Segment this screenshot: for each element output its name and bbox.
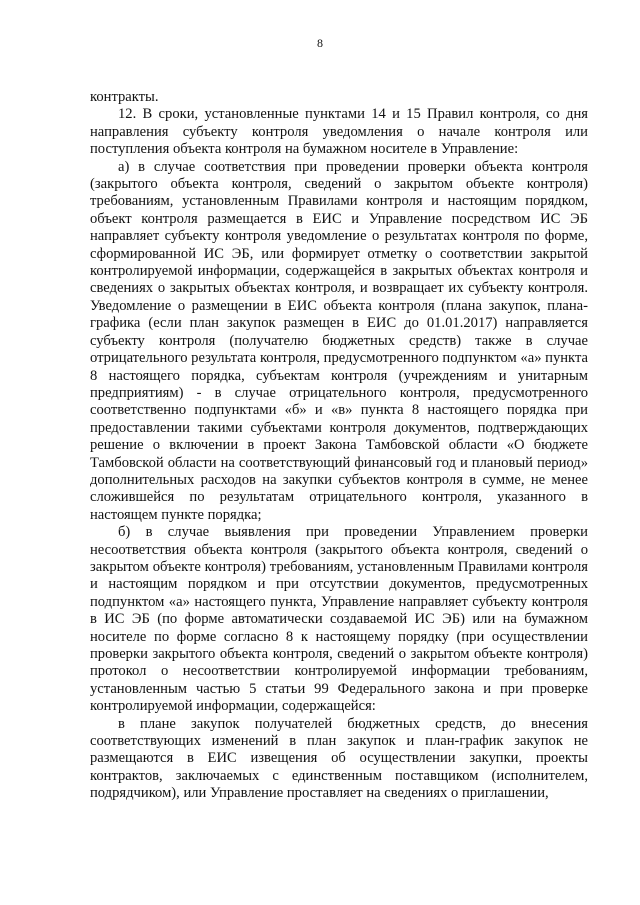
paragraph-subitem-b: б) в случае выявления при проведении Управлением проверки несоответствия объекта контроля (закрытого объекта контроля, сведений о закрытом объекте контроля) требованиям, установленным Правилами контроля и настоящим порядком и при отсутствии документов, предусмотренных подпунктом «а» настоящего пункта, Управление направляет субъекту контроля в ИС ЭБ (по форме автоматически создаваемой ИС ЭБ) или на бумажном носителе по форме согласно 8 к настоящему порядку (при осуществлении проверки закрытого объекта контроля, сведений о закрытом объекте контроля) протокол о несоответствии контролируемой информации требованиям, установленным частью 5 статьи 99 Федерального закона и при проверке контролируемой информации, содержащейся:: [90, 524, 588, 715]
document-body: [90, 89, 588, 803]
paragraph-subitem-a: а) в случае соответствия при проведении проверки объекта контроля (закрытого объекта контроля, сведений о закрытом объекте контроля) требованиям, установленным Правилами контроля и настоящим порядком, объект контроля размещается в ЕИС и Управление посредством ИС ЭБ направляет субъекту контроля уведомление о результатах контроля по форме, сформированной ИС ЭБ, или формирует отметку о соответствии закрытой контролируемой информации, содержащейся в закрытых объектах контроля и сведениях о закрытых объектах контроля, и возвращает их субъекту контроля. Уведомление о размещении в ЕИС объекта контроля (плана закупок, плана-графика (если план закупок размещен в ЕИС до 01.01.2017) направляется субъекту контроля (получателю бюджетных средств) также в случае отрицательного результата контроля, предусмотренного подпунктом «а» пункта 8 настоящего порядка, субъектам контроля (учреждениям и унитарным предприятиям) - в случае отрицательного контроля, предусмотренного соответственно подпунктами «б» и «в» пункта 8 настоящего порядка при предоставлении такими субъектами контроля документов, подтверждающих решение о включении в проект Закона Тамбовской области «О бюджете Тамбовской области на соответствующий финансовый год и плановый период» дополнительных расходов на закупки субъектов контроля в сумме, не менее сложившейся по результатам отрицательного контроля, указанного в настоящем пункте порядка;: [90, 158, 588, 523]
paragraph-continuation: контракты.: [90, 89, 159, 105]
paragraph-item-12: 12. В сроки, установленные пунктами 14 и 15 Правил контроля, со дня направления субъекту контроля уведомления о начале контроля или поступления объекта контроля на бумажном носителе в Управление:: [90, 106, 588, 158]
paragraph-procurement-plan: в плане закупок получателей бюджетных средств, до внесения соответствующих изменений в план закупок и план-график закупок не размещаются в ЕИС извещения об осуществлении закупки, проекты контрактов, заключаемых с единственным поставщиком (исполнителем, подрядчиком), или Управление проставляет на сведениях о приглашении,: [90, 715, 588, 802]
page-number: 8: [317, 36, 323, 50]
